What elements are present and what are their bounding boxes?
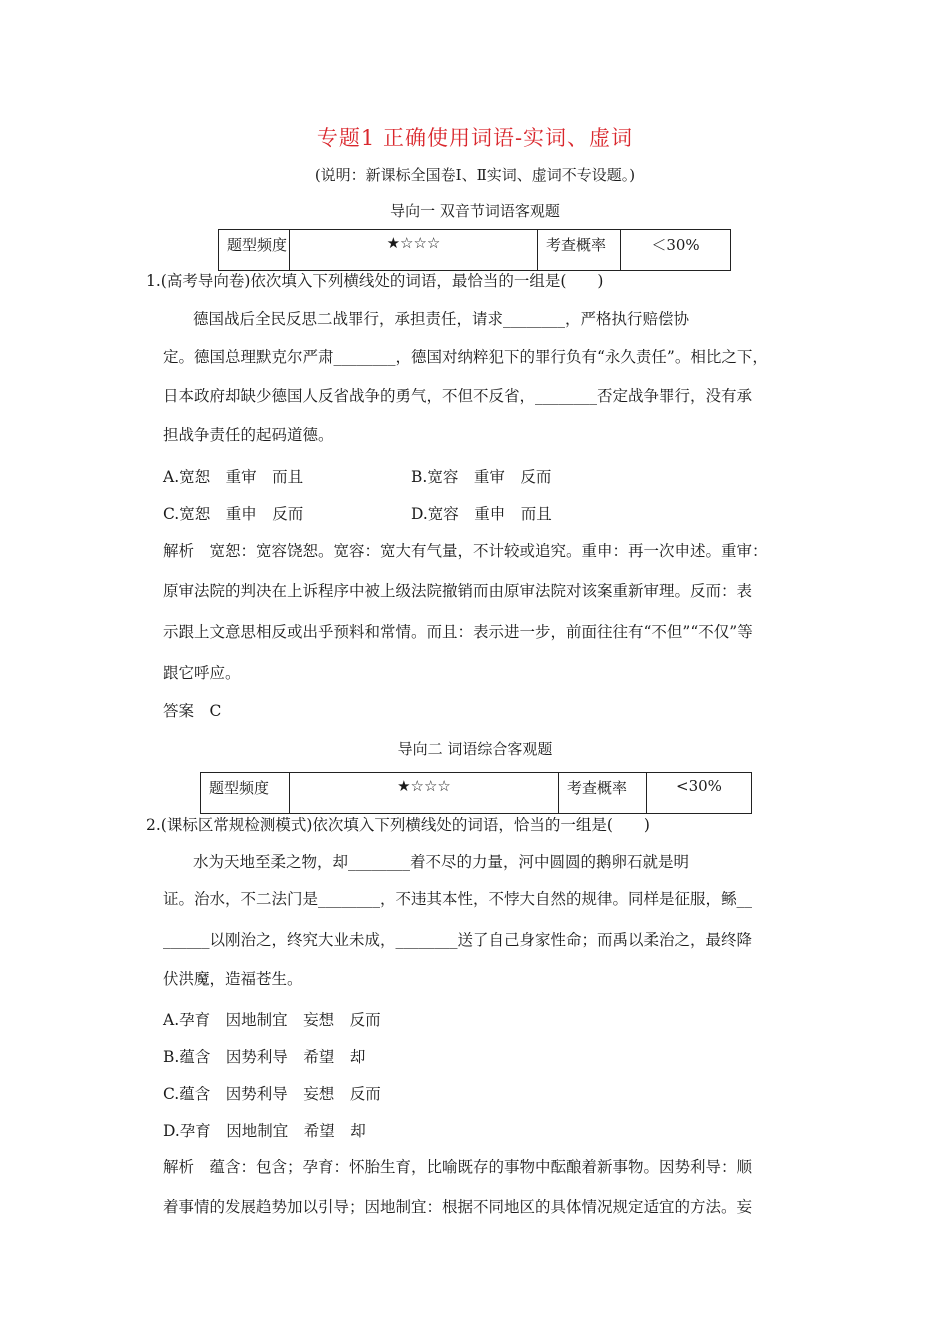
question-2-passage-line: 伏洪魔，造福苍生。 <box>163 970 303 988</box>
question-1-option-a: A.宽恕 重审 而且 <box>163 468 304 486</box>
section-2-frequency-table <box>200 772 752 814</box>
question-1-passage-line: 日本政府却缺少德国人反省战争的勇气，不但不反省，________否定战争罪行，没有承 <box>163 387 753 405</box>
table-cell-probability-value: ＜30% <box>621 230 731 271</box>
question-1-analysis-line: 跟它呼应。 <box>163 664 241 682</box>
question-1-option-c: C.宽恕 重申 反而 <box>163 505 304 523</box>
question-2-option-d: D.孕育 因地制宜 希望 却 <box>163 1122 366 1140</box>
table-cell-probability-label: 考查概率 <box>559 773 647 814</box>
table-cell-probability-value: <30% <box>647 773 752 814</box>
question-1-option-b: B.宽容 重审 反而 <box>411 468 552 486</box>
question-2-passage-line: 水为天地至柔之物，却________着不尽的力量，河中圆圆的鹅卵石就是明 <box>193 853 690 871</box>
question-1-passage-line: 定。德国总理默克尔严肃________，德国对纳粹犯下的罪行负有“永久责任”。相比之下， <box>163 348 768 366</box>
question-2-option-c: C.蕴含 因势利导 妄想 反而 <box>163 1085 381 1103</box>
question-1-stem: 1.(高考导向卷)依次填入下列横线处的词语，最恰当的一组是( ) <box>146 272 604 290</box>
question-1-analysis-line: 原审法院的判决在上诉程序中被上级法院撤销而由原审法院对该案重新审理。反而：表 <box>163 582 753 600</box>
question-1-analysis-line: 示跟上文意思相反或出乎预料和常情。而且：表示进一步，前面往往有“不但”“不仅”等 <box>163 623 753 641</box>
question-2-passage-line: ______以刚治之，终究大业未成，________送了自己身家性命；而禹以柔治之，最终降 <box>163 931 753 949</box>
question-2-passage-line: 证。治水，不二法门是________，不违其本性，不悖大自然的规律。同样是征服，鲧__ <box>163 890 753 908</box>
question-1-passage-line: 担战争责任的起码道德。 <box>163 426 334 444</box>
table-cell-stars: ★☆☆☆ <box>290 230 538 271</box>
section-1-frequency-table <box>218 229 731 271</box>
question-1-option-d: D.宽容 重申 而且 <box>411 505 552 523</box>
page-note: (说明：新课标全国卷Ⅰ、Ⅱ实词、虚词不专设题。) <box>314 166 636 184</box>
page-title: 专题1 正确使用词语-实词、虚词 <box>316 126 634 150</box>
question-2-stem: 2.(课标区常规检测模式)依次填入下列横线处的词语，恰当的一组是( ) <box>146 816 650 834</box>
question-2-option-b: B.蕴含 因势利导 希望 却 <box>163 1048 366 1066</box>
question-2-analysis-line: 解析 蕴含：包含；孕育：怀胎生育，比喻既存的事物中酝酿着新事物。因势利导：顺 <box>163 1158 753 1176</box>
section-2-heading: 导向二 词语综合客观题 <box>397 740 553 758</box>
table-cell-type-frequency: 题型频度 <box>201 773 290 814</box>
section-1-heading: 导向一 双音节词语客观题 <box>390 202 560 220</box>
question-2-analysis-line: 着事情的发展趋势加以引导；因地制宜：根据不同地区的具体情况规定适宜的方法。妄 <box>163 1198 753 1216</box>
table-cell-stars: ★☆☆☆ <box>290 773 559 814</box>
question-2-option-a: A.孕育 因地制宜 妄想 反而 <box>163 1011 381 1029</box>
question-1-passage-line: 德国战后全民反思二战罪行，承担责任，请求________，严格执行赔偿协 <box>193 310 690 328</box>
table-cell-type-frequency: 题型频度 <box>219 230 290 271</box>
table-cell-probability-label: 考查概率 <box>538 230 621 271</box>
question-1-analysis-line: 解析 宽恕：宽容饶恕。宽容：宽大有气量，不计较或追究。重申：再一次申述。重审： <box>163 542 768 560</box>
question-1-answer: 答案 C <box>163 702 222 720</box>
